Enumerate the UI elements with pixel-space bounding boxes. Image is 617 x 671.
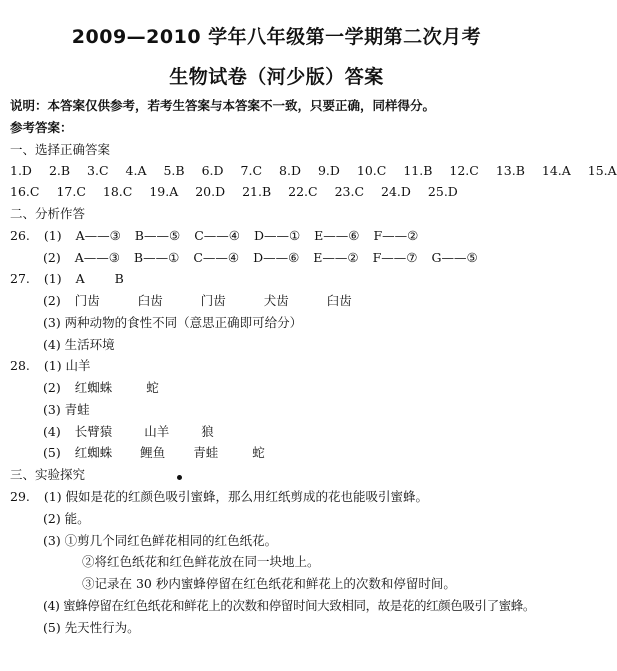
answer-item: 臼齿 <box>326 293 352 308</box>
choice-answer: 9.D <box>317 163 340 178</box>
answer-item: 臼齿 <box>137 293 163 308</box>
part-label: (4) <box>43 424 61 439</box>
choice-answer: 8.D <box>279 163 301 178</box>
match-item: F——⑦ <box>372 250 418 265</box>
q28-part2 <box>43 379 169 397</box>
choice-answer: 18.C <box>102 184 133 199</box>
match-item: C——④ <box>194 228 240 243</box>
choice-answer: 2.B <box>48 163 71 178</box>
part-label: (2) <box>43 250 61 265</box>
page-title: 2009—2010 学年八年级第一学期第二次月考 <box>71 26 482 48</box>
q28-part3: (3) 青蛙 <box>43 402 90 417</box>
section-experiment-heading: 三、实验探究 <box>10 467 86 482</box>
part-label: (2) <box>43 293 61 308</box>
match-item: E——⑥ <box>314 228 360 243</box>
page-subtitle: 生物试卷（河少版）答案 <box>169 66 384 88</box>
choice-answer: 3.C <box>87 163 109 178</box>
part-label: (1) <box>43 228 62 243</box>
choice-answer: 14.A <box>541 163 571 178</box>
reference-label: 参考答案： <box>10 120 73 135</box>
match-item: A——③ <box>75 228 121 243</box>
choice-answer: 7.C <box>240 163 263 178</box>
answer-item: 长臂猿 <box>74 424 113 439</box>
choice-answer: 1.D <box>10 163 32 178</box>
question-number: 27. <box>10 271 30 286</box>
q27-part4: (4) 生活环境 <box>43 337 115 352</box>
answer-item: 犬齿 <box>263 293 289 308</box>
choice-answers-row-1 <box>10 162 617 180</box>
part-label: (2) <box>43 380 61 395</box>
answer-item: 山羊 <box>144 424 170 439</box>
choice-answer: 22.C <box>288 184 318 199</box>
q29-part2: (2) 能。 <box>43 511 90 526</box>
part-label: (1) <box>43 271 62 286</box>
answer-item: 鲤鱼 <box>140 445 166 460</box>
q29-part3-step1: (3) ①剪几个同红色鲜花相同的红色纸花。 <box>43 533 278 548</box>
section-analysis-heading: 二、分析作答 <box>10 206 86 221</box>
q27-part3: (3) 两种动物的食性不同（意思正确即可给分） <box>43 315 303 330</box>
choice-answer: 20.D <box>195 184 226 199</box>
choice-answer: 12.C <box>449 163 479 178</box>
match-item: B——⑤ <box>134 228 181 243</box>
q28-part5 <box>43 444 275 462</box>
answer-item: 门齿 <box>200 293 226 308</box>
choice-answer: 23.C <box>334 184 365 199</box>
choice-answer: 19.A <box>149 184 179 199</box>
q29-part5: (5) 先天性行为。 <box>43 620 140 635</box>
choice-answer: 10.C <box>356 163 387 178</box>
choice-answer: 5.B <box>163 163 185 178</box>
answer-item: 红蜘蛛 <box>74 445 113 460</box>
note-text: 说明：本答案仅供参考，若考生答案与本答案不一致，只要正确，同样得分。 <box>10 98 436 113</box>
question-number: 28. <box>10 358 30 373</box>
answer-item: A <box>75 271 85 286</box>
match-item: E——② <box>313 250 359 265</box>
answer-item: 蛇 <box>146 380 159 395</box>
choice-answers-row-2 <box>10 183 471 201</box>
choice-answer: 15.A <box>587 163 617 178</box>
q27-part2 <box>43 292 362 310</box>
choice-answer: 24.D <box>381 184 411 199</box>
q29-part1: (1) 假如是花的红颜色吸引蜜蜂，那么用红纸剪成的花也能吸引蜜蜂。 <box>43 489 429 504</box>
answer-item: 蛇 <box>252 445 265 460</box>
part-label: (5) <box>43 445 61 460</box>
match-item: C——④ <box>193 250 240 265</box>
choice-answer: 13.B <box>495 163 525 178</box>
question-number: 29. <box>10 489 30 504</box>
section-choice-heading: 一、选择正确答案 <box>10 142 111 157</box>
q29-part4: (4) 蜜蜂停留在红色纸花和鲜花上的次数和停留时间大致相同，故是花的红颜色吸引了蜜蜂。 <box>43 598 535 613</box>
choice-answer: 25.D <box>427 184 458 199</box>
match-item: D——① <box>253 228 301 243</box>
choice-answer: 6.D <box>201 163 224 178</box>
match-item: B——① <box>133 250 180 265</box>
ink-dot <box>177 475 182 480</box>
q27-part1 <box>10 270 134 288</box>
q29-part3-step2: ②将红色纸花和红色鲜花放在同一块地上。 <box>82 554 320 569</box>
q28-part4 <box>43 423 224 441</box>
question-number: 26. <box>10 228 30 243</box>
q28-part1: (1) 山羊 <box>43 358 91 373</box>
q26-part1 <box>10 227 428 245</box>
q28-part1-row <box>10 357 101 375</box>
choice-answer: 17.C <box>56 184 86 199</box>
answer-item: 红蜘蛛 <box>74 380 113 395</box>
q26-part2 <box>43 249 488 267</box>
choice-answer: 16.C <box>10 184 40 199</box>
choice-answer: 21.B <box>242 184 272 199</box>
q29-part1-row <box>10 488 438 506</box>
match-item: F——② <box>373 228 419 243</box>
choice-answer: 4.A <box>125 163 147 178</box>
answer-item: B <box>114 271 124 286</box>
answer-item: 门齿 <box>74 293 100 308</box>
match-item: G——⑤ <box>431 250 478 265</box>
answer-item: 青蛙 <box>193 445 219 460</box>
match-item: A——③ <box>74 250 120 265</box>
q29-part3-step3: ③记录在 30 秒内蜜蜂停留在红色纸花和鲜花上的次数和停留时间。 <box>82 576 456 591</box>
match-item: D——⑥ <box>253 250 300 265</box>
choice-answer: 11.B <box>403 163 433 178</box>
answer-item: 狼 <box>201 424 214 439</box>
